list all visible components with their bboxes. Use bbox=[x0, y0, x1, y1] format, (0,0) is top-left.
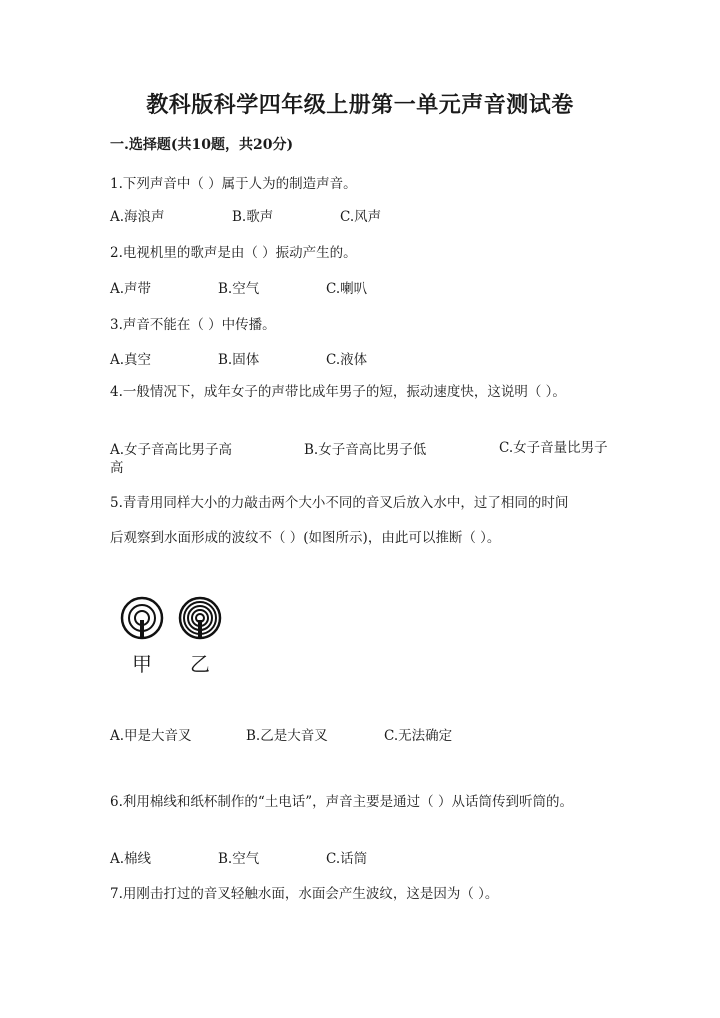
q5-option-b: B.乙是大音叉 bbox=[246, 728, 328, 744]
q1-option-a: A.海浪声 bbox=[110, 209, 165, 225]
ripple-diagram bbox=[112, 590, 232, 680]
q3-option-b: B.固体 bbox=[218, 352, 260, 368]
figure-label-yi: 乙 bbox=[190, 652, 210, 676]
q1-option-c: C.风声 bbox=[340, 209, 382, 225]
q3-option-c: C.液体 bbox=[326, 352, 368, 368]
q5-option-c: C.无法确定 bbox=[384, 728, 453, 744]
question-1: 1.下列声音中（ ）属于人为的制造声音。 bbox=[110, 176, 357, 192]
q4-option-c: C.女子音量比男子高 bbox=[110, 440, 608, 476]
q1-option-b: B.歌声 bbox=[232, 209, 274, 225]
question-2: 2.电视机里的歌声是由（ ）振动产生的。 bbox=[110, 245, 357, 261]
section-heading: 一.选择题(共10题，共20分) bbox=[110, 137, 294, 153]
question-5-line-2: 后观察到水面形成的波纹不（ ）(如图所示)，由此可以推断（ ）。 bbox=[110, 530, 501, 546]
ripple-jia bbox=[122, 598, 162, 638]
question-3: 3.声音不能在（ ）中传播。 bbox=[110, 317, 276, 333]
q5-option-a: A.甲是大音叉 bbox=[110, 728, 192, 744]
ripple-yi bbox=[180, 598, 220, 638]
figure-label-jia: 甲 bbox=[132, 652, 152, 676]
q2-option-a: A.声带 bbox=[110, 281, 152, 297]
q4-option-a: A.女子音高比男子高 bbox=[110, 442, 233, 458]
q6-option-c: C.话筒 bbox=[326, 851, 368, 867]
tuning-fork-figure bbox=[112, 590, 232, 680]
q4-option-b: B.女子音高比男子低 bbox=[304, 442, 427, 458]
question-5-line-1: 5.青青用同样大小的力敲击两个大小不同的音叉后放入水中，过了相同的时间 bbox=[110, 495, 569, 511]
q6-option-b: B.空气 bbox=[218, 851, 260, 867]
question-4: 4.一般情况下，成年女子的声带比成年男子的短，振动速度快，这说明（ ）。 bbox=[110, 384, 566, 400]
q2-option-c: C.喇叭 bbox=[326, 281, 368, 297]
page-title: 教科版科学四年级上册第一单元声音测试卷 bbox=[146, 92, 574, 118]
q2-option-b: B.空气 bbox=[218, 281, 260, 297]
q3-option-a: A.真空 bbox=[110, 352, 152, 368]
question-6: 6.利用棉线和纸杯制作的“土电话”，声音主要是通过（ ）从话筒传到听筒的。 bbox=[110, 794, 573, 810]
question-7: 7.用刚击打过的音叉轻触水面，水面会产生波纹，这是因为（ ）。 bbox=[110, 886, 499, 902]
q6-option-a: A.棉线 bbox=[110, 851, 152, 867]
